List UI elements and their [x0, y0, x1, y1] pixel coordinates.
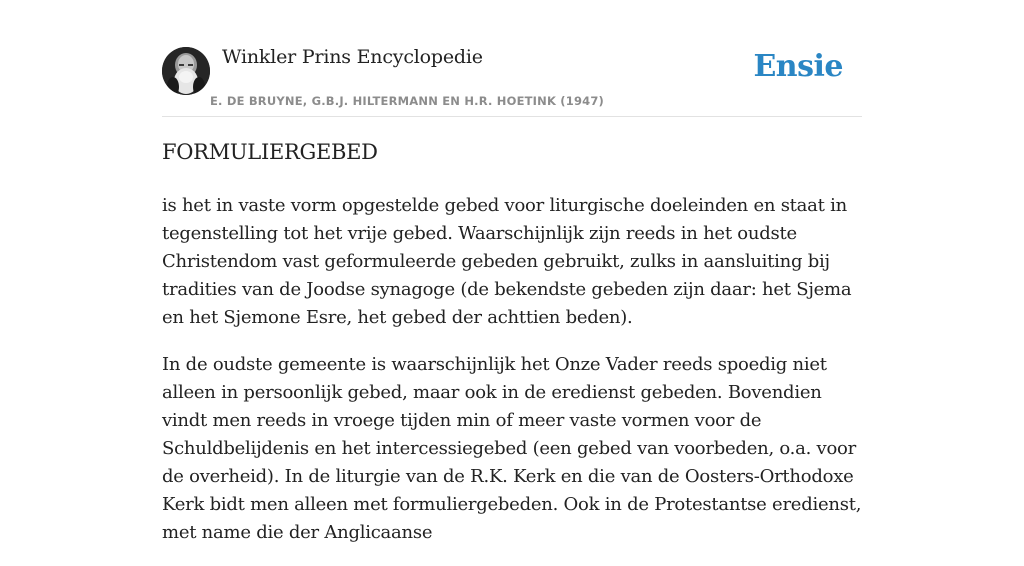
- portrait-image: [162, 47, 210, 95]
- paragraph: is het in vaste vorm opgestelde gebed voor liturgische doeleinden en staat in tegenstelling tot het vrije gebed. Waarschijnlijk zijn reeds in het oudste Christendom vast geformuleerde gebeden gebruikt, zulks in aansluiting bij tradities van de Joodse synagoge (de bekendste gebeden zijn daar: het Sjema en het Sjemone Esre, het gebed der achttien beden).: [162, 195, 852, 328]
- entry-body: [162, 192, 867, 566]
- author-avatar: [162, 47, 210, 95]
- site-title[interactable]: Winkler Prins Encyclopedie: [222, 46, 483, 68]
- ensie-logo[interactable]: Ensie: [753, 49, 843, 84]
- entry-title: FORMULIERGEBED: [162, 140, 378, 164]
- authors-line: E. DE BRUYNE, G.B.J. HILTERMANN EN H.R. HOETINK (1947): [210, 94, 605, 108]
- article-page: [162, 0, 862, 543]
- header: [162, 0, 862, 117]
- paragraph: In de oudste gemeente is waarschijnlijk het Onze Vader reeds spoedig niet alleen in persoonlijk gebed, maar ook in de eredienst gebeden. Bovendien vindt men reeds in vroege tijden min of meer vaste vormen voor de Schuldbelijdenis en het intercessiegebed (een gebed van voorbeden, o.a. voor de overheid). In de liturgie van de R.K. Kerk en die van de Oosters-Orthodoxe Kerk bidt men alleen met formuliergebeden. Ook in de Protestantse eredienst, met name die der Anglicaanse: [162, 354, 862, 543]
